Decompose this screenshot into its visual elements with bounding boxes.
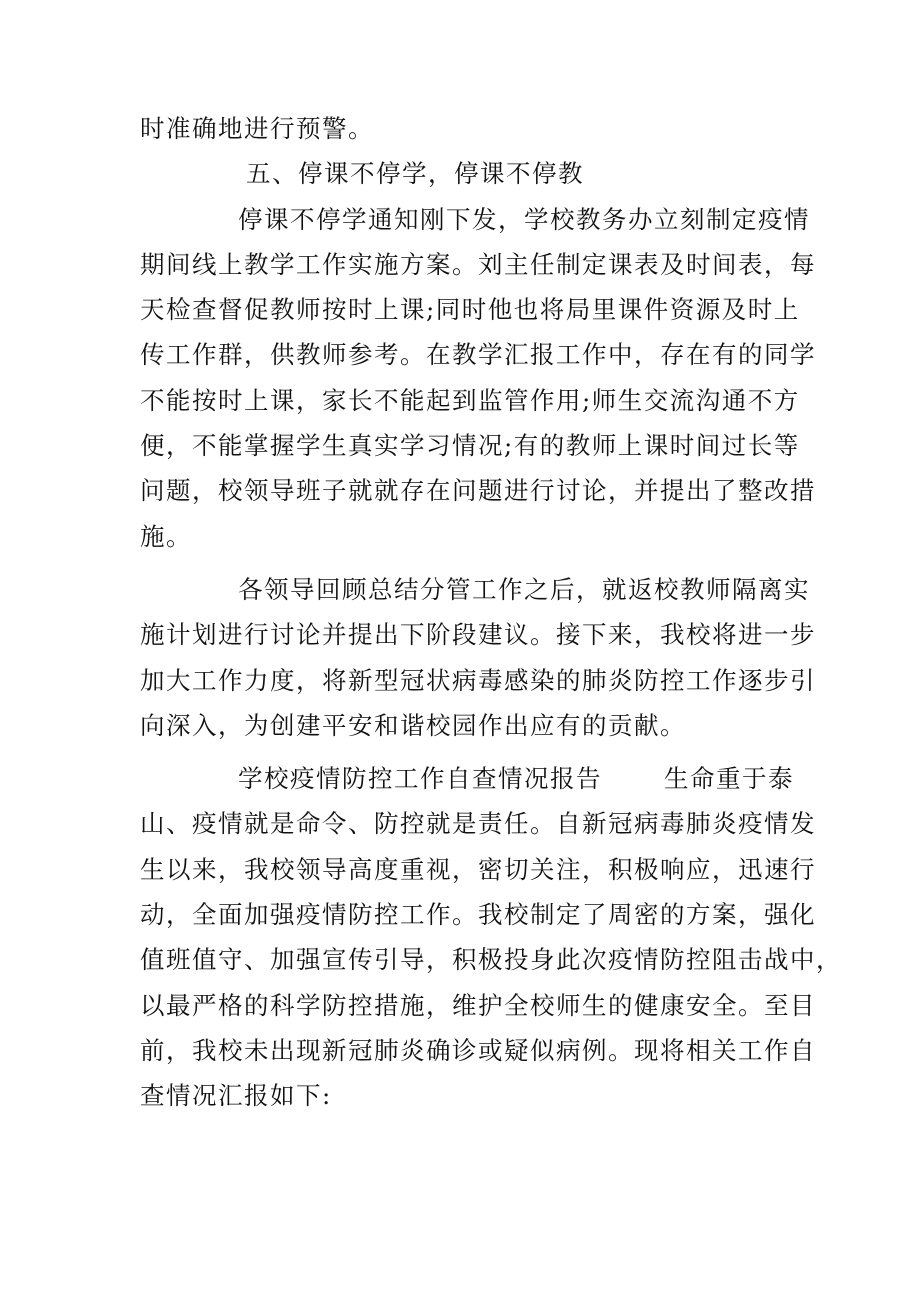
report-title: 学校疫情防控工作自查情况报告 [238,764,602,794]
text-line: 停课不停学通知刚下发，学校教务办立刻制定疫情 [238,204,810,234]
text-line: 以最严格的科学防控措施，维护全校师生的健康安全。至目 [140,990,816,1020]
text-line: 前，我校未出现新冠肺炎确诊或疑似病例。现将相关工作自 [140,1035,816,1065]
text-line: 值班值守、加强宣传引导，积极投身此次疫情防控阻击战中， [140,945,842,975]
text-line: 动，全面加强疫情防控工作。我校制定了周密的方案，强化 [140,900,816,930]
text-line: 问题，校领导班子就就存在问题进行讨论，并提出了整改措 [140,476,816,506]
text-line: 时准确地进行预警。 [140,114,374,143]
text-line: 向深入，为创建平安和谐校园作出应有的贡献。 [140,710,686,740]
text-line: 山、疫情就是命令、防控就是责任。自新冠病毒肺炎疫情发 [140,809,816,839]
heading-text: 五、停课不停学，停课不停教 [246,159,584,189]
text-line: 便，不能掌握学生真实学习情况;有的教师上课时间过长等 [140,431,800,461]
paragraph-0 [140,106,780,151]
paragraph-1 [140,197,816,559]
paragraph-2 [140,567,816,748]
text-fragment: 生命重于泰 [664,764,794,794]
text-line: 加大工作力度，将新型冠状病毒感染的肺炎防控工作逐步引 [140,665,816,695]
text-line: 施计划进行讨论并提出下阶段建议。接下来，我校将进一步 [140,620,816,650]
text-line: 查情况汇报如下: [140,1081,332,1111]
text-line: 施。 [140,521,192,551]
section-heading-5 [140,151,780,196]
text-line: 期间线上教学工作实施方案。刘主任制定课表及时间表，每 [140,249,816,279]
paragraph-3 [140,756,842,1118]
text-line: 不能按时上课，家长不能起到监管作用;师生交流沟通不方 [140,385,800,415]
text-line: 传工作群，供教师参考。在教学汇报工作中，存在有的同学 [140,340,816,370]
report-title-line [140,756,794,801]
text-line: 天检查督促教师按时上课;同时他也将局里课件资源及时上 [140,295,800,325]
text-line: 各领导回顾总结分管工作之后，就返校教师隔离实 [238,574,810,604]
document-body [140,106,842,1119]
text-line: 生以来，我校领导高度重视，密切关注，积极响应，迅速行 [140,854,816,884]
